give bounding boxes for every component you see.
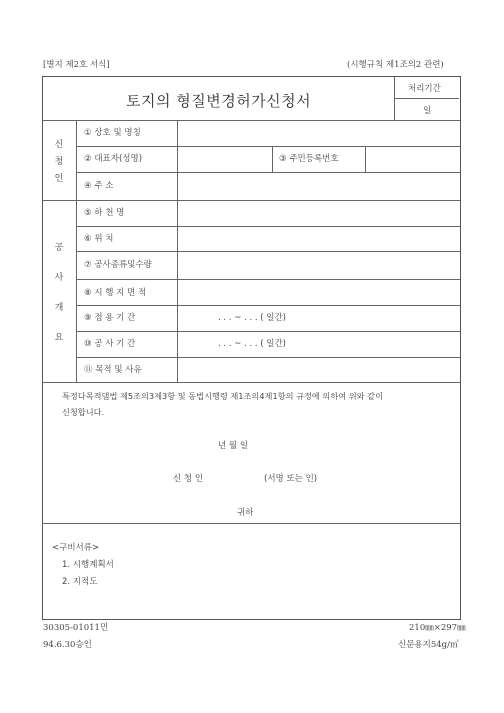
- overview-section-char: 공: [54, 243, 64, 253]
- field-label-name: ① 상호 및 명칭: [84, 128, 141, 138]
- divider: [42, 200, 460, 201]
- divider: [76, 146, 460, 147]
- rule-reference: (시행규칙 제1조의2 관련): [347, 60, 444, 70]
- form-title: 토지의 형질변경허가신청서: [126, 92, 312, 110]
- applicant-section-char: 청: [54, 157, 64, 167]
- field-label-occupancy: ⑨ 점 용 기 간: [84, 313, 136, 323]
- date-line: 년 월 일: [218, 441, 249, 451]
- form-code: 30305-01011민: [43, 623, 109, 633]
- divider: [76, 331, 460, 332]
- divider: [272, 146, 273, 172]
- divider: [365, 146, 366, 172]
- field-label-location: ⑥ 위 치: [84, 234, 114, 244]
- field-label-resident-number: ③ 주민등록번호: [279, 154, 339, 164]
- overview-section-char: 사: [54, 273, 64, 283]
- divider: [76, 226, 460, 227]
- divider: [76, 357, 460, 358]
- divider: [394, 98, 459, 99]
- form-number: [별지 제2호 서식]: [43, 60, 110, 70]
- divider: [76, 279, 460, 280]
- addressee: 귀하: [237, 508, 254, 518]
- divider: [76, 251, 460, 252]
- divider: [42, 120, 460, 121]
- field-label-purpose: ⑪ 목적 및 사유: [84, 365, 142, 375]
- statement-text: 신청합니다.: [62, 407, 105, 417]
- paper-type: 신문용지54g/㎡: [398, 640, 459, 650]
- attachments-heading: <구비서류>: [52, 543, 100, 553]
- applicant-signature-label: 신 청 인: [173, 474, 204, 484]
- field-label-river: ⑤ 하 천 명: [84, 208, 125, 218]
- paper-size: 210㎜×297㎜: [409, 623, 466, 633]
- divider: [42, 382, 460, 383]
- attachment-item: 1. 시행계획서: [62, 560, 114, 570]
- statement-text: 특정다목적댐법 제5조의3제3항 및 동법시행령 제1조의4제1항의 규정에 의하여 위와 같이: [62, 391, 383, 401]
- occupancy-period-value: . . . ~ . . . ( 일간): [218, 313, 287, 323]
- approval-date: 94.6.30승인: [43, 640, 92, 650]
- field-label-work-type: ⑦ 공사종류및수량: [84, 260, 152, 270]
- field-label-representative: ② 대표자(성명): [84, 154, 143, 164]
- field-label-construction: ⑩ 공 사 기 간: [84, 339, 136, 349]
- processing-label: 처리기간: [408, 84, 441, 94]
- field-label-address: ④ 주 소: [84, 181, 114, 191]
- divider: [42, 523, 460, 524]
- overview-section-char: 요: [54, 333, 64, 343]
- divider: [76, 305, 460, 306]
- applicant-section-char: 신: [54, 140, 64, 150]
- signature-hint: (서명 또는 인): [264, 474, 318, 484]
- field-label-area: ⑧ 시 행 지 면 적: [84, 288, 147, 298]
- construction-period-value: . . . ~ . . . ( 일간): [218, 339, 287, 349]
- divider: [76, 172, 460, 173]
- processing-value: 일: [423, 106, 432, 116]
- overview-section-char: 개: [54, 303, 64, 313]
- applicant-section-char: 인: [54, 174, 64, 184]
- attachment-item: 2. 지적도: [62, 577, 98, 587]
